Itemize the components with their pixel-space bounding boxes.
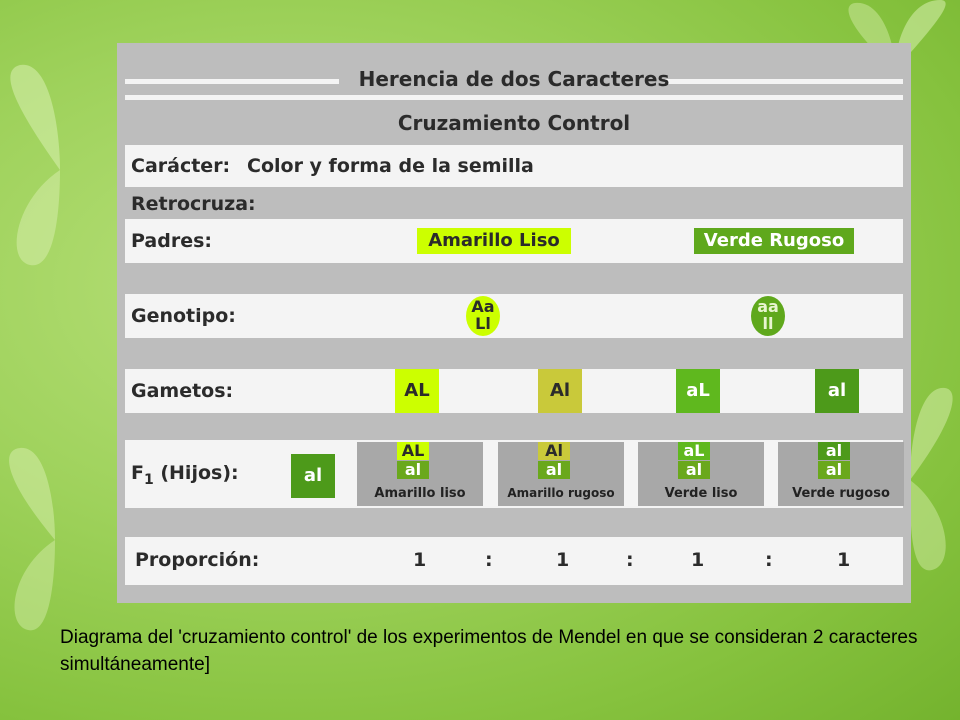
- genotipo-label: Genotipo:: [131, 305, 236, 327]
- slide-caption: Diagrama del 'cruzamiento control' de los experimentos de Mendel en que se consideran 2 caracteres simultáneamente]: [60, 627, 918, 675]
- genotipo2-line1: aa: [757, 297, 779, 316]
- diagram-panel: [117, 43, 911, 603]
- gameto-aL: aL: [676, 369, 720, 413]
- genotipo1-line1: Aa: [471, 297, 495, 316]
- diagram-title: Herencia de dos Caracteres: [358, 67, 670, 91]
- genotipo2-line2: ll: [762, 314, 774, 333]
- caracter-label: Carácter:: [131, 155, 231, 177]
- f1-top: AL: [397, 442, 429, 460]
- title-underline: [125, 95, 903, 100]
- f1-label-sub: 1: [143, 471, 154, 488]
- f1-bottom: al: [678, 461, 710, 479]
- f1-top: aL: [678, 442, 710, 460]
- f1-top: al: [818, 442, 850, 460]
- gametos-row: [125, 369, 903, 413]
- f1-name: Verde liso: [664, 486, 738, 501]
- proporcion-separator: :: [626, 549, 634, 571]
- proporcion-label: Proporción:: [135, 549, 260, 571]
- f1-bottom: al: [397, 461, 429, 479]
- f1-top: Al: [538, 442, 570, 460]
- proporcion-value: 1: [556, 549, 570, 571]
- f1-box-amarillo-rugoso: [498, 442, 624, 506]
- f1-box-verde-liso: [638, 442, 764, 506]
- f1-row: [125, 440, 903, 508]
- gametos-label: Gametos:: [131, 380, 234, 402]
- padres-row: [125, 219, 903, 263]
- f1-bottom: al: [538, 461, 570, 479]
- padre-amarillo-liso: Amarillo Liso: [417, 228, 571, 254]
- genotipo1-line2: Ll: [475, 314, 491, 333]
- f1-bottom: al: [818, 461, 850, 479]
- f1-label-rest: (Hijos):: [153, 462, 239, 484]
- caracter-value: Color y forma de la semilla: [247, 155, 534, 177]
- gameto-AL: AL: [395, 369, 439, 413]
- proporcion-row: [125, 537, 903, 585]
- butterfly-icon: [0, 440, 110, 640]
- proporcion-value: 1: [837, 549, 851, 571]
- caracter-row: [125, 145, 903, 187]
- proporcion-separator: :: [765, 549, 773, 571]
- f1-label: [131, 462, 239, 488]
- retrocruza-label: Retrocruza:: [131, 193, 256, 215]
- genotipo-amarillo-liso: [466, 296, 500, 336]
- diagram-subtitle: Cruzamiento Control: [397, 111, 631, 135]
- gameto-al: al: [815, 369, 859, 413]
- f1-parent-gamete: al: [291, 454, 335, 498]
- butterfly-icon: [0, 60, 120, 280]
- f1-label-main: F: [131, 462, 144, 484]
- f1-name: Verde rugoso: [792, 486, 890, 501]
- genotipo-row: [125, 294, 903, 338]
- f1-name: Amarillo liso: [374, 486, 466, 501]
- f1-box-verde-rugoso: [778, 442, 904, 506]
- padres-label: Padres:: [131, 230, 213, 252]
- genotipo-verde-rugoso: [751, 296, 785, 336]
- proporcion-separator: :: [485, 549, 493, 571]
- proporcion-value: 1: [413, 549, 427, 571]
- padre-verde-rugoso: Verde Rugoso: [694, 228, 854, 254]
- proporcion-value: 1: [691, 549, 705, 571]
- f1-name: Amarillo rugoso: [507, 486, 615, 500]
- f1-box-amarillo-liso: [357, 442, 483, 506]
- gameto-Al: Al: [538, 369, 582, 413]
